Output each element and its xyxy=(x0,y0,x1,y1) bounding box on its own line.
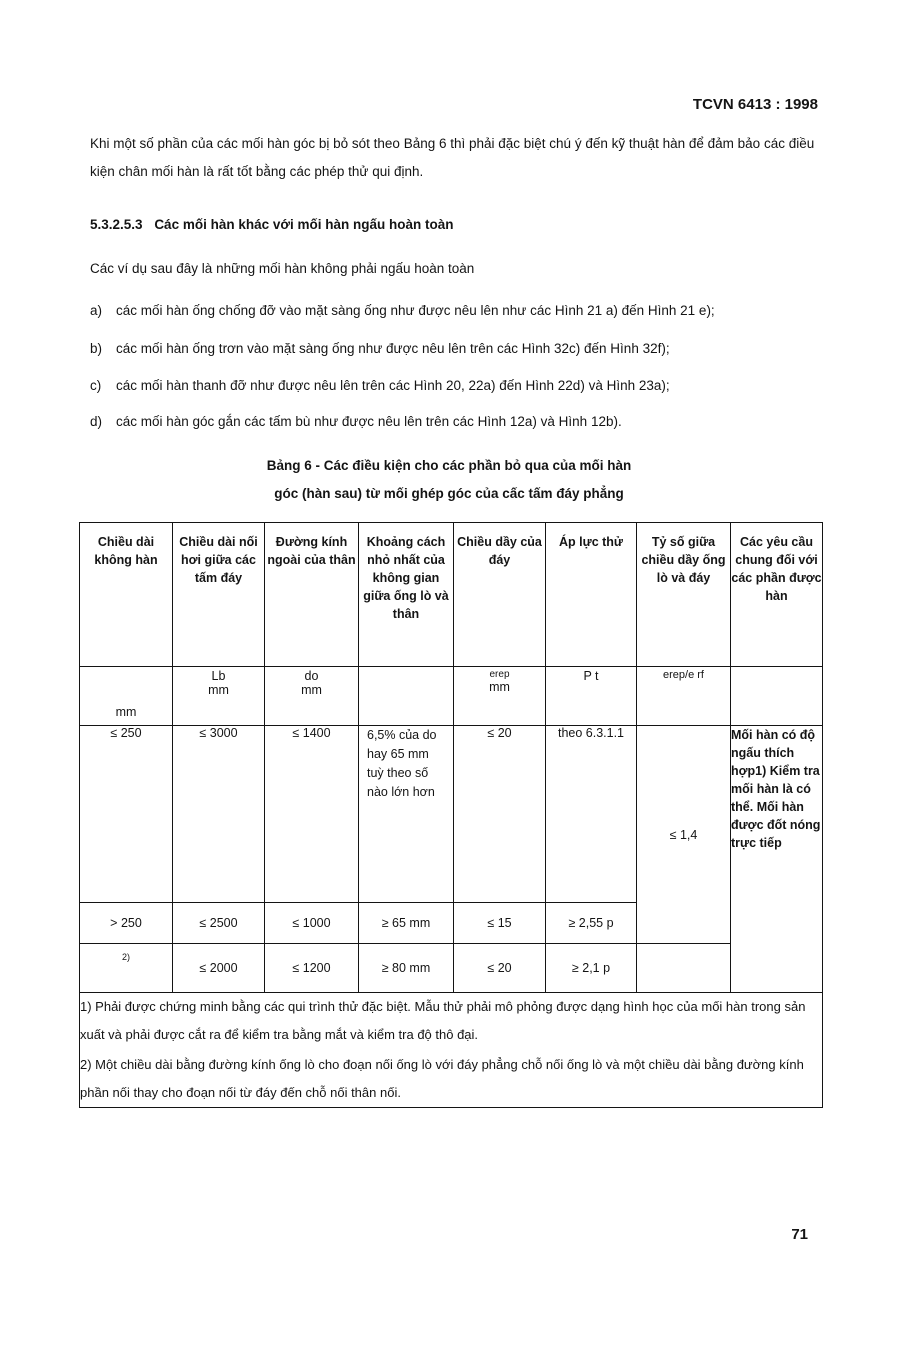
list-item xyxy=(90,378,670,393)
footnote-1: 1) Phải được chứng minh bằng các qui trình thử đặc biệt. Mẫu thử phải mô phỏng được dạng hình học của mối hàn trong sản xuất và phải được cắt ra để kiểm tra bằng mắt và kiểm tra độ thô đại. xyxy=(80,999,806,1042)
section-title: Các mối hàn khác với mối hàn ngấu hoàn toàn xyxy=(154,217,454,232)
list-item xyxy=(90,303,715,318)
list-item xyxy=(90,414,622,429)
table-cell: 2) xyxy=(80,944,173,993)
table-caption-line1: Bảng 6 - Các điều kiện cho các phần bỏ qua của mối hàn xyxy=(266,458,632,473)
table-cell: ≤ 20 xyxy=(454,726,546,903)
header-ratio: Tỷ số giữa chiều dầy ống lò và đáy xyxy=(637,523,731,667)
table-caption-line2: góc (hàn sau) từ mối ghép góc của cấc tấm đáy phẳng xyxy=(274,486,624,501)
header-test-pressure: Áp lực thử xyxy=(546,523,637,667)
list-text: các mối hàn ống trơn vào mặt sàng ống như được nêu lên trên các Hình 32c) đến Hình 32f); xyxy=(116,341,670,356)
table-cell: ≤ 15 xyxy=(454,903,546,944)
list-text: các mối hàn góc gắn các tấm bù như được nêu lên trên các Hình 12a) và Hình 12b). xyxy=(116,414,622,429)
list-text: các mối hàn ống chống đỡ vào mặt sàng ống như được nêu lên như các Hình 21 a) đến Hình 21 e); xyxy=(116,303,715,318)
table-cell: 6,5% của do hay 65 mm tuỳ theo số nào lớn hơn xyxy=(359,726,454,903)
intro-text: Các ví dụ sau đây là những mối hàn không phải ngấu hoàn toàn xyxy=(90,261,475,276)
header-connection-length: Chiều dài nối hơi giữa các tấm đáy xyxy=(173,523,265,667)
list-label: d) xyxy=(90,414,103,429)
list-label: b) xyxy=(90,341,103,356)
table-cell: ≤ 2000 xyxy=(173,944,265,993)
unit-cell xyxy=(359,667,454,726)
table-cell: ≤ 2500 xyxy=(173,903,265,944)
table-cell: ≤ 3000 xyxy=(173,726,265,903)
table-cell: theo 6.3.1.1 xyxy=(546,726,637,903)
list-text: các mối hàn thanh đỡ như được nêu lên trên các Hình 20, 22a) đến Hình 22d) và Hình 23a); xyxy=(116,378,670,393)
unit-cell: P t xyxy=(546,667,637,726)
table-notes xyxy=(80,993,823,1108)
list-label: c) xyxy=(90,378,102,393)
paragraph: Khi một số phần của các mối hàn góc bị bỏ sót theo Bảng 6 thì phải đặc biệt chú ý đến kỹ thuật hàn để đảm bảo các điều kiện chân mối hàn là rất tốt bằng các phép thử qui định. xyxy=(90,136,815,179)
table-cell: ≤ 250 xyxy=(80,726,173,903)
requirements-cell: Mối hàn có độ ngấu thích hợp1) Kiểm tra mối hàn là có thể. Mối hàn được đốt nóng trực tiếp xyxy=(731,726,823,993)
unit-cell xyxy=(731,667,823,726)
unit-cell: erep mm xyxy=(454,667,546,726)
table-cell xyxy=(637,944,731,993)
unit-cell: mm xyxy=(80,667,173,726)
header-unwelded-length: Chiều dài không hàn xyxy=(80,523,173,667)
page-number: 71 xyxy=(791,1226,808,1243)
section-heading xyxy=(90,217,453,232)
conditions-table xyxy=(79,522,823,1108)
standard-code: TCVN 6413 : 1998 xyxy=(692,96,818,113)
table-unit-row xyxy=(80,667,823,726)
ratio-cell: ≤ 1,4 xyxy=(637,726,731,944)
header-outer-diameter: Đường kính ngoài của thân xyxy=(265,523,359,667)
list-label: a) xyxy=(90,303,103,318)
section-number: 5.3.2.5.3 xyxy=(90,217,143,232)
header-requirements: Các yêu cầu chung đối với các phần được hàn xyxy=(731,523,823,667)
table-cell: ≥ 2,1 p xyxy=(546,944,637,993)
unit-cell: erep/e rf xyxy=(637,667,731,726)
header-min-distance: Khoảng cách nhỏ nhất của không gian giữa ống lò và thân xyxy=(359,523,454,667)
table-cell: ≥ 80 mm xyxy=(359,944,454,993)
unit-cell: Lb mm xyxy=(173,667,265,726)
table-cell: ≤ 1400 xyxy=(265,726,359,903)
header-thickness: Chiều dầy của đáy xyxy=(454,523,546,667)
table-row xyxy=(80,726,823,903)
table-cell: > 250 xyxy=(80,903,173,944)
footnote-2: 2) Một chiều dài bằng đường kính ống lò cho đoạn nối ống lò với đáy phẳng chỗ nối ống lò và một chiều dài bằng đường kính phần nối thay cho đoạn nối từ đáy đến chỗ nối thân nối. xyxy=(80,1057,804,1100)
table-notes-row xyxy=(80,993,823,1108)
table-cell: ≤ 1000 xyxy=(265,903,359,944)
list-item xyxy=(90,341,670,356)
table-cell: ≥ 2,55 p xyxy=(546,903,637,944)
table-cell: ≥ 65 mm xyxy=(359,903,454,944)
unit-cell: do mm xyxy=(265,667,359,726)
table-cell: ≤ 1200 xyxy=(265,944,359,993)
table-row xyxy=(80,944,823,993)
table-header-row xyxy=(80,523,823,667)
table-cell: ≤ 20 xyxy=(454,944,546,993)
